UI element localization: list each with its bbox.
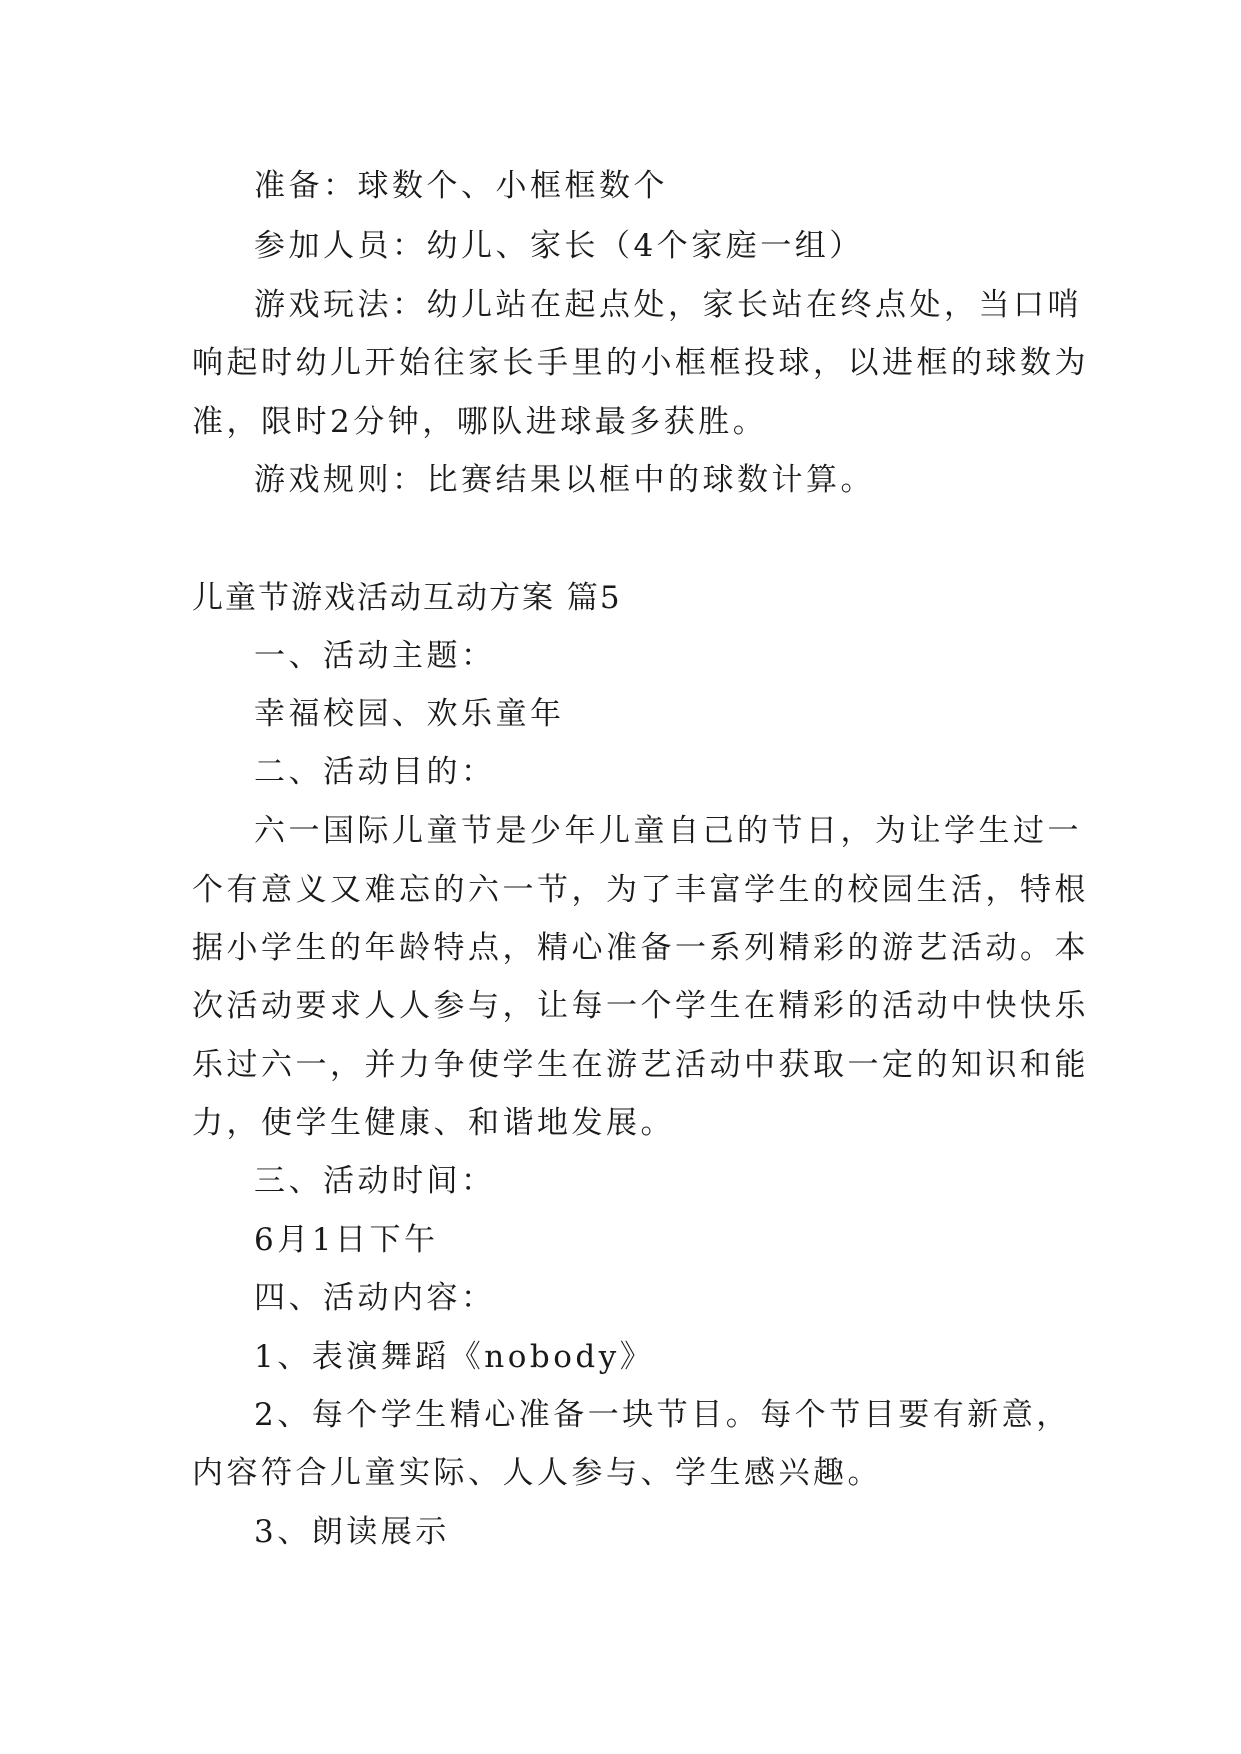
paragraph-preparation: 准备：球数个、小框框数个 <box>254 168 668 204</box>
section-title: 儿童节游戏活动互动方案 篇5 <box>192 580 622 616</box>
heading-activity-time: 三、活动时间： <box>254 1163 496 1199</box>
heading-activity-content: 四、活动内容： <box>254 1280 496 1316</box>
list-item-dance: 1、表演舞蹈《nobody》 <box>254 1339 655 1375</box>
paragraph-purpose-line-3: 据小学生的年龄特点，精心准备一系列精彩的游艺活动。本 <box>192 930 1089 966</box>
heading-activity-theme: 一、活动主题： <box>254 638 496 674</box>
paragraph-purpose-line-4: 次活动要求人人参与，让每一个学生在精彩的活动中快快乐 <box>192 988 1089 1024</box>
paragraph-gameplay-line-1: 游戏玩法：幼儿站在起点处，家长站在终点处，当口哨 <box>254 287 1082 323</box>
paragraph-participants: 参加人员：幼儿、家长（4个家庭一组） <box>254 228 864 264</box>
paragraph-theme: 幸福校园、欢乐童年 <box>254 696 565 732</box>
list-item-program-line-1: 2、每个学生精心准备一块节目。每个节目要有新意， <box>254 1397 1071 1433</box>
paragraph-gameplay-line-2: 响起时幼儿开始往家长手里的小框框投球，以进框的球数为 <box>192 345 1089 381</box>
heading-activity-purpose: 二、活动目的： <box>254 754 496 790</box>
paragraph-purpose-line-2: 个有意义又难忘的六一节，为了丰富学生的校园生活，特根 <box>192 872 1089 908</box>
list-item-program-line-2: 内容符合儿童实际、人人参与、学生感兴趣。 <box>192 1455 882 1491</box>
paragraph-time: 6月1日下午 <box>254 1222 439 1258</box>
paragraph-purpose-line-6: 力，使学生健康、和谐地发展。 <box>192 1105 675 1141</box>
list-item-reading: 3、朗读展示 <box>254 1514 450 1550</box>
paragraph-purpose-line-5: 乐过六一，并力争使学生在游艺活动中获取一定的知识和能 <box>192 1047 1089 1083</box>
paragraph-game-rules: 游戏规则：比赛结果以框中的球数计算。 <box>254 462 875 498</box>
paragraph-gameplay-line-3: 准，限时2分钟，哪队进球最多获胜。 <box>192 404 768 440</box>
paragraph-purpose-line-1: 六一国际儿童节是少年儿童自己的节日，为让学生过一 <box>254 813 1082 849</box>
